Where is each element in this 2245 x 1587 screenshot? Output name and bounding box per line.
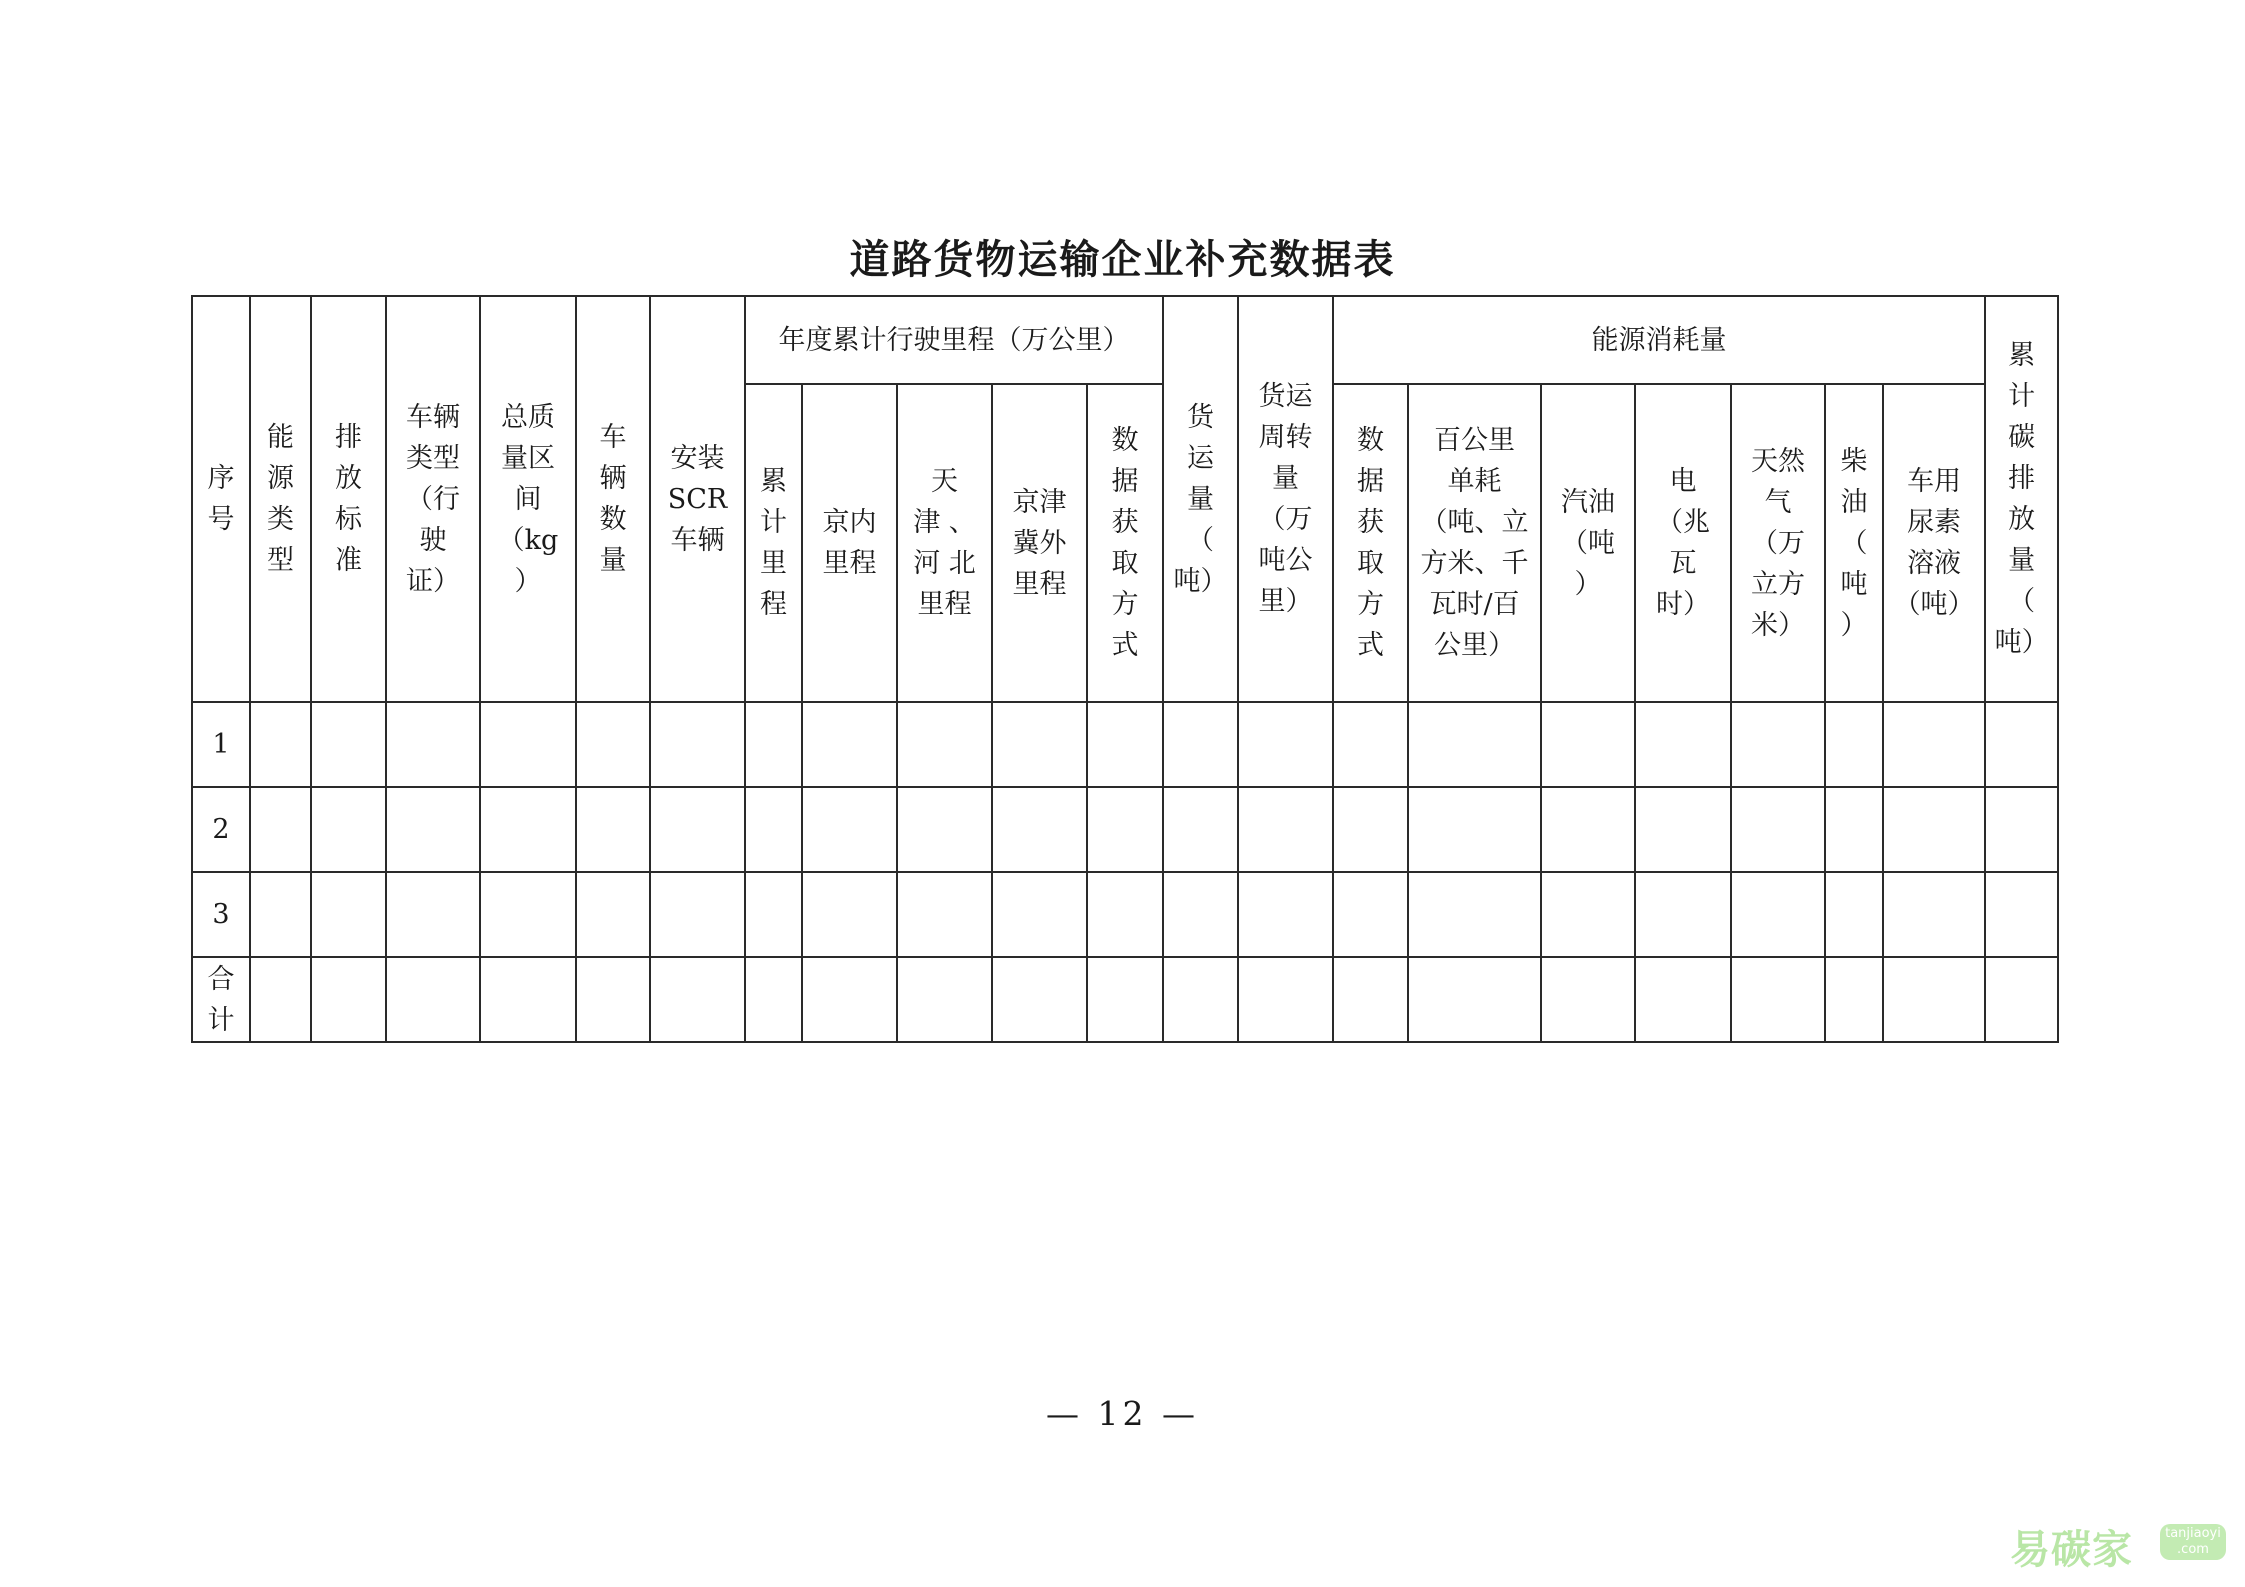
table-cell — [1238, 787, 1333, 872]
header-natural-gas: 天然 气 （万 立方 米） — [1731, 384, 1825, 702]
table-cell — [1163, 957, 1238, 1042]
table-cell — [992, 787, 1087, 872]
header-mileage-group: 年度累计行驶里程（万公里） — [745, 296, 1163, 384]
table-cell — [1087, 787, 1163, 872]
table-cell — [250, 872, 311, 957]
table-cell — [1408, 702, 1541, 787]
table-row — [192, 702, 2058, 787]
row-label: 2 — [192, 787, 250, 872]
watermark-logo — [2010, 1518, 2230, 1578]
table-cell — [745, 957, 802, 1042]
row-label: 3 — [192, 872, 250, 957]
table-cell — [1731, 872, 1825, 957]
header-emission-standard: 排 放 标 准 — [311, 296, 386, 702]
header-vehicle-count: 车 辆 数 量 — [576, 296, 650, 702]
table-cell — [386, 702, 480, 787]
table-cell — [576, 957, 650, 1042]
table-cell — [386, 872, 480, 957]
table-cell — [480, 787, 576, 872]
table-cell — [386, 957, 480, 1042]
table-cell — [1883, 702, 1985, 787]
table-cell — [745, 872, 802, 957]
header-gasoline: 汽油 （吨 ） — [1541, 384, 1635, 702]
table-cell — [480, 957, 576, 1042]
table-cell — [1825, 787, 1883, 872]
table-cell — [1883, 787, 1985, 872]
header-per-100km: 百公里 单耗 （吨、立 方米、千 瓦时/百 公里） — [1408, 384, 1541, 702]
watermark-badge: tanjiaoyi .com — [2160, 1524, 2226, 1560]
table-cell — [1087, 702, 1163, 787]
table-cell — [650, 957, 745, 1042]
table-row — [192, 872, 2058, 957]
header-urea: 车用 尿素 溶液 （吨） — [1883, 384, 1985, 702]
table-cell — [1163, 872, 1238, 957]
header-vehicle-type: 车辆 类型 （行 驶 证） — [386, 296, 480, 702]
table-cell — [311, 787, 386, 872]
table-cell — [897, 702, 992, 787]
table-cell — [1333, 787, 1408, 872]
table-cell — [1408, 957, 1541, 1042]
header-carbon-emission: 累 计 碳 排 放 量 （ 吨） — [1985, 296, 2058, 702]
watermark-text: 易碳家 — [2010, 1527, 2133, 1573]
table-cell — [1541, 702, 1635, 787]
table-cell — [745, 702, 802, 787]
table-cell — [1635, 957, 1731, 1042]
table-cell — [480, 872, 576, 957]
table-cell — [745, 787, 802, 872]
table-cell — [311, 872, 386, 957]
table-cell — [802, 787, 897, 872]
header-mass-range: 总质 量区 间 （kg ） — [480, 296, 576, 702]
table-cell — [897, 872, 992, 957]
table-cell — [650, 787, 745, 872]
header-tianjin-hebei-mileage: 天 津 、 河 北 里程 — [897, 384, 992, 702]
table-cell — [1985, 872, 2058, 957]
header-diesel: 柴 油 （ 吨 ） — [1825, 384, 1883, 702]
row-label: 1 — [192, 702, 250, 787]
table-row — [192, 957, 2058, 1042]
table-cell — [1541, 787, 1635, 872]
table-row — [192, 787, 2058, 872]
table-cell — [1333, 957, 1408, 1042]
table-cell — [1408, 787, 1541, 872]
table-cell — [1635, 872, 1731, 957]
table-cell — [576, 872, 650, 957]
header-electricity: 电 （兆 瓦 时） — [1635, 384, 1731, 702]
table-cell — [576, 787, 650, 872]
table-cell — [1985, 702, 2058, 787]
header-outside-mileage: 京津 冀外 里程 — [992, 384, 1087, 702]
header-scr-vehicles: 安装 SCR 车辆 — [650, 296, 745, 702]
table-cell — [1883, 957, 1985, 1042]
header-energy-group: 能源消耗量 — [1333, 296, 1985, 384]
table-cell — [1163, 787, 1238, 872]
table-cell — [1333, 872, 1408, 957]
table-cell — [1731, 787, 1825, 872]
table-cell — [576, 702, 650, 787]
table-cell — [897, 787, 992, 872]
table-body — [192, 702, 2058, 1042]
table-cell — [1541, 872, 1635, 957]
page-title: 道路货物运输企业补充数据表 — [849, 237, 1396, 283]
header-energy-type: 能 源 类 型 — [250, 296, 311, 702]
header-seq: 序 号 — [192, 296, 250, 702]
table-cell — [1333, 702, 1408, 787]
table-cell — [992, 702, 1087, 787]
table-cell — [1408, 872, 1541, 957]
table-cell — [1731, 957, 1825, 1042]
table-cell — [1541, 957, 1635, 1042]
table-cell — [480, 702, 576, 787]
table-cell — [1238, 957, 1333, 1042]
table-cell — [802, 872, 897, 957]
table-cell — [1985, 787, 2058, 872]
header-mileage-data-method: 数 据 获 取 方 式 — [1087, 384, 1163, 702]
table-cell — [650, 702, 745, 787]
table-cell — [992, 872, 1087, 957]
table-cell — [311, 957, 386, 1042]
table-cell — [311, 702, 386, 787]
table-cell — [992, 957, 1087, 1042]
table-cell — [1635, 702, 1731, 787]
header-freight-turnover: 货运 周转 量 （万 吨公 里） — [1238, 296, 1333, 702]
table-cell — [802, 702, 897, 787]
table-cell — [1087, 957, 1163, 1042]
table-cell — [1087, 872, 1163, 957]
table-cell — [802, 957, 897, 1042]
table-cell — [1635, 787, 1731, 872]
page-number: — 12 — — [1046, 1394, 1199, 1433]
table-cell — [1731, 702, 1825, 787]
table-cell — [1238, 872, 1333, 957]
table-cell — [1163, 702, 1238, 787]
table-cell — [1238, 702, 1333, 787]
table-cell — [1825, 957, 1883, 1042]
header-mileage-total: 累 计 里 程 — [745, 384, 802, 702]
header-freight-volume: 货 运 量 （ 吨） — [1163, 296, 1238, 702]
header-beijing-mileage: 京内 里程 — [802, 384, 897, 702]
table-cell — [1825, 702, 1883, 787]
table-cell — [1985, 957, 2058, 1042]
table-cell — [1883, 872, 1985, 957]
table-cell — [250, 787, 311, 872]
header-energy-data-method: 数 据 获 取 方 式 — [1333, 384, 1408, 702]
table-cell — [650, 872, 745, 957]
table-cell — [250, 702, 311, 787]
table-cell — [1825, 872, 1883, 957]
table-cell — [386, 787, 480, 872]
table-cell — [897, 957, 992, 1042]
row-label: 合 计 — [192, 957, 250, 1042]
data-table — [191, 295, 2059, 1043]
table-cell — [250, 957, 311, 1042]
